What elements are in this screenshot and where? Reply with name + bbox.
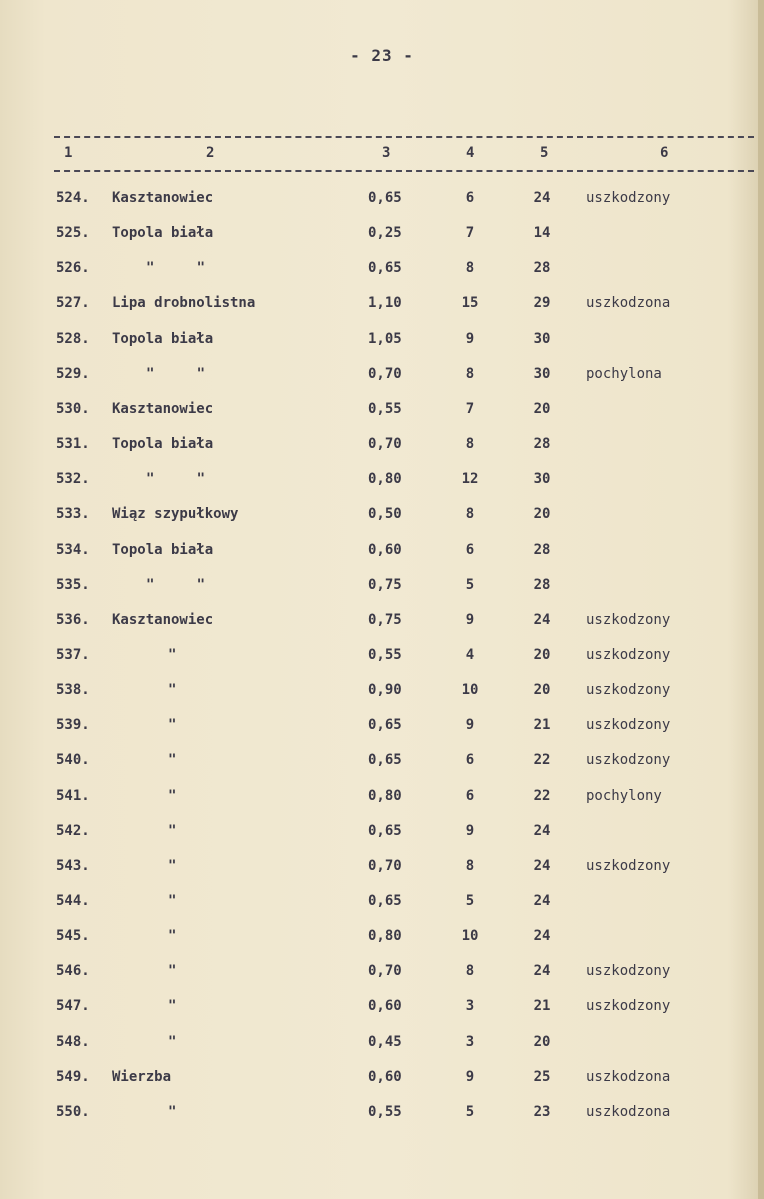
cell-col-4: 10 [461, 682, 479, 699]
tree-species: " [168, 752, 177, 769]
cell-condition: uszkodzona [586, 1068, 671, 1085]
tree-species: " [168, 1103, 177, 1120]
cell-col-4: 5 [465, 576, 475, 593]
cell-col-5: 24 [533, 822, 551, 839]
cell-col-5: 21 [533, 998, 551, 1015]
table-header-rule [54, 170, 754, 172]
header-col-3: 3 [382, 145, 391, 161]
cell-col-3: 0,65 [368, 260, 402, 277]
tree-species: Topola biała [112, 436, 214, 453]
cell-condition: uszkodzony [586, 963, 671, 980]
tree-species: " [168, 928, 177, 945]
cell-col-5: 29 [533, 295, 551, 312]
cell-col-5: 22 [533, 787, 551, 804]
tree-species: " [168, 893, 177, 909]
cell-col-4: 6 [465, 787, 475, 804]
cell-col-3: 0,55 [368, 400, 402, 417]
cell-col-3: 0,25 [368, 225, 402, 242]
table-row [0, 647, 764, 682]
cell-col-5: 30 [533, 365, 551, 382]
cell-col-5: 30 [533, 471, 551, 488]
row-number: 550. [56, 1103, 90, 1120]
page-number: - 23 - [350, 46, 414, 65]
row-number: 533. [56, 506, 90, 523]
cell-col-4: 4 [465, 646, 475, 663]
row-number: 529. [56, 365, 90, 382]
tree-species: Kasztanowiec [112, 190, 214, 206]
cell-col-4: 6 [465, 190, 475, 206]
cell-col-5: 24 [533, 928, 551, 945]
table-row [0, 401, 764, 436]
row-number: 546. [56, 963, 90, 980]
row-number: 526. [56, 260, 90, 277]
table-row [0, 331, 764, 366]
row-number: 534. [56, 541, 90, 558]
table-row [0, 682, 764, 717]
header-col-4: 4 [466, 145, 475, 161]
cell-condition: uszkodzony [586, 190, 671, 206]
cell-col-3: 0,70 [368, 857, 402, 874]
header-col-2: 2 [206, 145, 215, 161]
cell-col-4: 9 [465, 1068, 475, 1085]
tree-species: Wierzba [112, 1068, 172, 1085]
tree-species: " [168, 787, 177, 804]
cell-col-4: 12 [461, 471, 479, 488]
cell-condition: uszkodzona [586, 295, 671, 312]
row-number: 535. [56, 576, 90, 593]
table-row [0, 436, 764, 471]
row-number: 540. [56, 752, 90, 769]
cell-col-5: 14 [533, 225, 551, 242]
tree-species: Wiąz szypułkowy [112, 506, 239, 523]
cell-col-4: 9 [465, 611, 475, 628]
table-row [0, 717, 764, 752]
table-row [0, 295, 764, 330]
cell-col-3: 0,65 [368, 893, 402, 909]
cell-condition: uszkodzony [586, 752, 671, 769]
cell-col-5: 20 [533, 1033, 551, 1050]
row-number: 549. [56, 1068, 90, 1085]
cell-col-3: 0,45 [368, 1033, 402, 1050]
cell-col-5: 24 [533, 857, 551, 874]
cell-col-4: 10 [461, 928, 479, 945]
table-row [0, 893, 764, 928]
tree-species: " [168, 1033, 177, 1050]
table-row [0, 1069, 764, 1104]
table-row [0, 506, 764, 541]
cell-col-4: 8 [465, 365, 475, 382]
row-number: 536. [56, 611, 90, 628]
cell-condition: uszkodzony [586, 611, 671, 628]
cell-col-3: 0,70 [368, 963, 402, 980]
cell-condition: uszkodzona [586, 1103, 671, 1120]
cell-col-4: 7 [465, 400, 475, 417]
table-row [0, 260, 764, 295]
cell-col-4: 7 [465, 225, 475, 242]
cell-col-5: 23 [533, 1103, 551, 1120]
cell-col-5: 24 [533, 611, 551, 628]
row-number: 539. [56, 717, 90, 734]
cell-col-3: 0,80 [368, 787, 402, 804]
cell-col-4: 8 [465, 436, 475, 453]
cell-col-4: 6 [465, 541, 475, 558]
row-number: 530. [56, 400, 90, 417]
cell-col-4: 8 [465, 857, 475, 874]
cell-col-5: 24 [533, 190, 551, 206]
cell-condition: uszkodzony [586, 998, 671, 1015]
cell-condition: uszkodzony [586, 857, 671, 874]
row-number: 548. [56, 1033, 90, 1050]
row-number: 537. [56, 646, 90, 663]
table-row [0, 366, 764, 401]
cell-col-5: 21 [533, 717, 551, 734]
table-row [0, 542, 764, 577]
cell-condition: uszkodzony [586, 717, 671, 734]
table-row [0, 1034, 764, 1069]
cell-condition: pochylona [586, 365, 662, 382]
cell-col-5: 28 [533, 541, 551, 558]
cell-col-5: 20 [533, 506, 551, 523]
cell-col-4: 8 [465, 260, 475, 277]
tree-species: " " [146, 365, 206, 382]
cell-col-4: 6 [465, 752, 475, 769]
table-row [0, 577, 764, 612]
row-number: 538. [56, 682, 90, 699]
cell-col-3: 0,60 [368, 1068, 402, 1085]
cell-col-3: 0,70 [368, 436, 402, 453]
cell-col-5: 20 [533, 682, 551, 699]
tree-species: Topola biała [112, 541, 214, 558]
row-number: 547. [56, 998, 90, 1015]
row-number: 542. [56, 822, 90, 839]
cell-col-3: 0,80 [368, 928, 402, 945]
cell-col-4: 9 [465, 822, 475, 839]
table-row [0, 858, 764, 893]
row-number: 541. [56, 787, 90, 804]
header-col-1: 1 [64, 145, 73, 161]
tree-species: " [168, 857, 177, 874]
row-number: 532. [56, 471, 90, 488]
cell-col-3: 0,75 [368, 576, 402, 593]
cell-col-3: 0,60 [368, 998, 402, 1015]
table-top-rule [54, 136, 754, 138]
cell-col-3: 0,70 [368, 365, 402, 382]
cell-col-5: 20 [533, 400, 551, 417]
tree-species: " " [146, 576, 206, 593]
cell-col-4: 3 [465, 998, 475, 1015]
cell-col-3: 0,65 [368, 717, 402, 734]
cell-col-5: 20 [533, 646, 551, 663]
row-number: 528. [56, 330, 90, 347]
cell-col-3: 0,65 [368, 752, 402, 769]
table-row [0, 788, 764, 823]
cell-condition: pochylony [586, 787, 662, 804]
table-row [0, 998, 764, 1033]
table-row [0, 823, 764, 858]
cell-col-4: 8 [465, 506, 475, 523]
cell-col-3: 0,55 [368, 646, 402, 663]
header-col-6: 6 [660, 145, 669, 161]
tree-species: " [168, 682, 177, 699]
row-number: 545. [56, 928, 90, 945]
cell-col-4: 9 [465, 330, 475, 347]
cell-col-5: 28 [533, 436, 551, 453]
cell-col-3: 1,10 [368, 295, 402, 312]
row-number: 544. [56, 893, 90, 909]
cell-col-5: 28 [533, 576, 551, 593]
table-row [0, 752, 764, 787]
cell-condition: uszkodzony [586, 646, 671, 663]
table-row [0, 612, 764, 647]
cell-col-3: 0,80 [368, 471, 402, 488]
row-number: 527. [56, 295, 90, 312]
cell-col-5: 28 [533, 260, 551, 277]
tree-species: " [168, 963, 177, 980]
tree-species: " [168, 998, 177, 1015]
tree-species: " [168, 822, 177, 839]
cell-col-4: 3 [465, 1033, 475, 1050]
cell-col-3: 0,55 [368, 1103, 402, 1120]
cell-col-5: 30 [533, 330, 551, 347]
row-number: 531. [56, 436, 90, 453]
tree-species: " [168, 717, 177, 734]
cell-condition: uszkodzony [586, 682, 671, 699]
cell-col-4: 9 [465, 717, 475, 734]
cell-col-3: 0,50 [368, 506, 402, 523]
table-row [0, 963, 764, 998]
cell-col-3: 0,75 [368, 611, 402, 628]
cell-col-5: 22 [533, 752, 551, 769]
cell-col-4: 15 [461, 295, 479, 312]
tree-species: " " [146, 471, 206, 488]
row-number: 524. [56, 190, 90, 206]
tree-species: Lipa drobnolistna [112, 295, 256, 312]
row-number: 525. [56, 225, 90, 242]
cell-col-5: 24 [533, 963, 551, 980]
row-number: 543. [56, 857, 90, 874]
table-row [0, 1104, 764, 1139]
tree-species: " [168, 646, 177, 663]
table-row [0, 928, 764, 963]
cell-col-4: 5 [465, 1103, 475, 1120]
table-row [0, 471, 764, 506]
cell-col-3: 0,65 [368, 822, 402, 839]
table-row [0, 225, 764, 260]
header-col-5: 5 [540, 145, 549, 161]
tree-species: Topola biała [112, 330, 214, 347]
tree-species: Kasztanowiec [112, 400, 214, 417]
cell-col-3: 0,60 [368, 541, 402, 558]
tree-species: Topola biała [112, 225, 214, 242]
cell-col-5: 25 [533, 1068, 551, 1085]
cell-col-3: 0,65 [368, 190, 402, 206]
tree-species: Kasztanowiec [112, 611, 214, 628]
cell-col-5: 24 [533, 893, 551, 909]
cell-col-4: 8 [465, 963, 475, 980]
cell-col-4: 5 [465, 893, 475, 909]
tree-species: " " [146, 260, 206, 277]
cell-col-3: 1,05 [368, 330, 402, 347]
cell-col-3: 0,90 [368, 682, 402, 699]
table-row [0, 190, 764, 225]
